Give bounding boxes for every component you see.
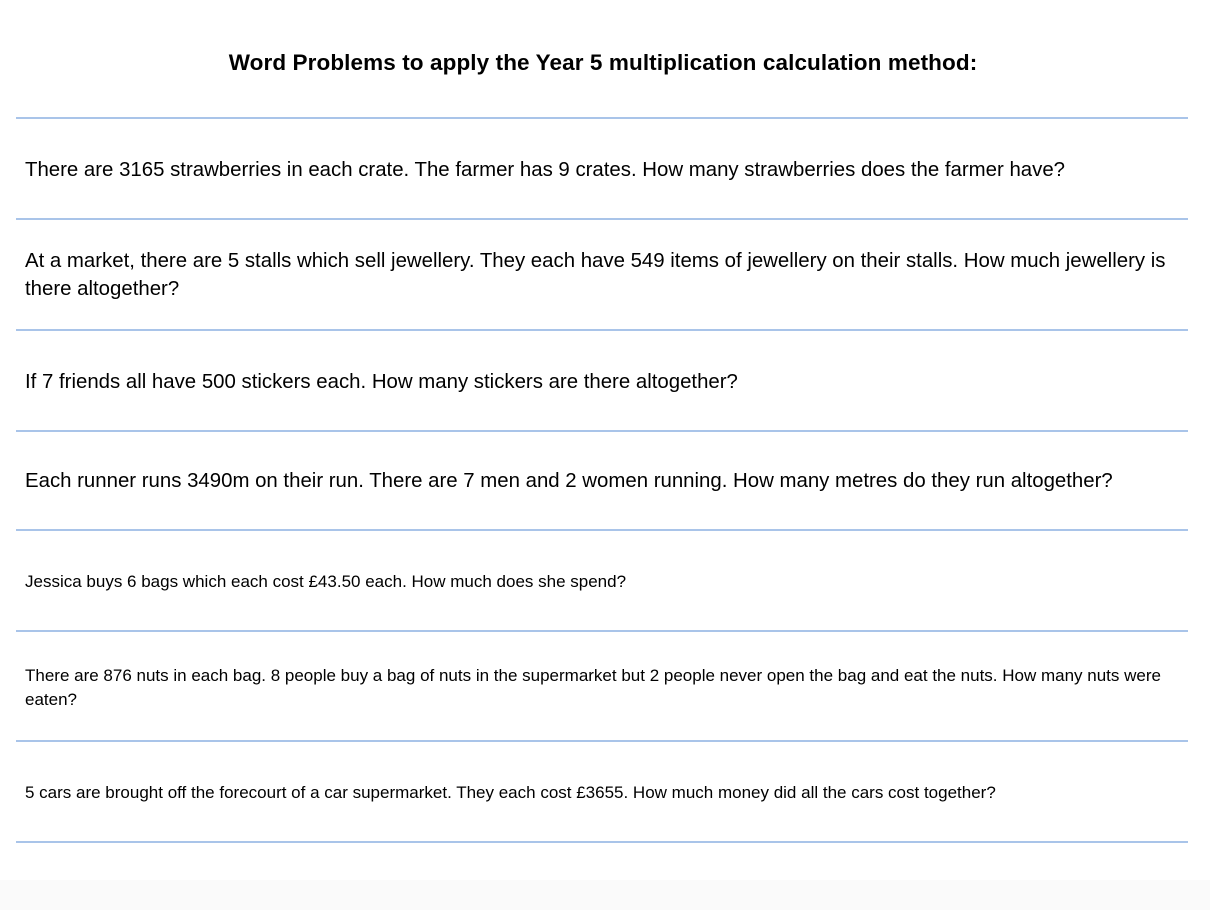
problem-3-text: If 7 friends all have 500 stickers each. How many stickers are there altogether? <box>25 371 738 393</box>
divider-line <box>16 630 1188 632</box>
divider-line <box>16 841 1188 843</box>
divider-line <box>16 529 1188 531</box>
page-bottom-edge <box>0 880 1210 910</box>
problem-1-text: There are 3165 strawberries in each crate. The farmer has 9 crates. How many strawberries does the farmer have? <box>25 159 1066 181</box>
problem-5-text: Jessica buys 6 bags which each cost £43.50 each. How much does she spend? <box>25 572 627 591</box>
problem-2-text: At a market, there are 5 stalls which sell jewellery. They each have 549 items of jewellery on their stalls. How much jewellery is there altogether? <box>25 250 1166 300</box>
divider-line <box>16 218 1188 220</box>
divider-line <box>16 117 1188 119</box>
problem-6-text: There are 876 nuts in each bag. 8 people buy a bag of nuts in the supermarket but 2 people never open the bag and eat the nuts. How many nuts were eaten? <box>25 666 1161 709</box>
page-title: Word Problems to apply the Year 5 multiplication calculation method: <box>228 50 978 75</box>
divider-line <box>16 329 1188 331</box>
divider-line <box>16 740 1188 742</box>
problem-7-text: 5 cars are brought off the forecourt of a car supermarket. They each cost £3655. How much money did all the cars cost together? <box>25 783 996 802</box>
divider-line <box>16 430 1188 432</box>
problem-4-text: Each runner runs 3490m on their run. There are 7 men and 2 women running. How many metres do they run altogether? <box>25 470 1113 492</box>
